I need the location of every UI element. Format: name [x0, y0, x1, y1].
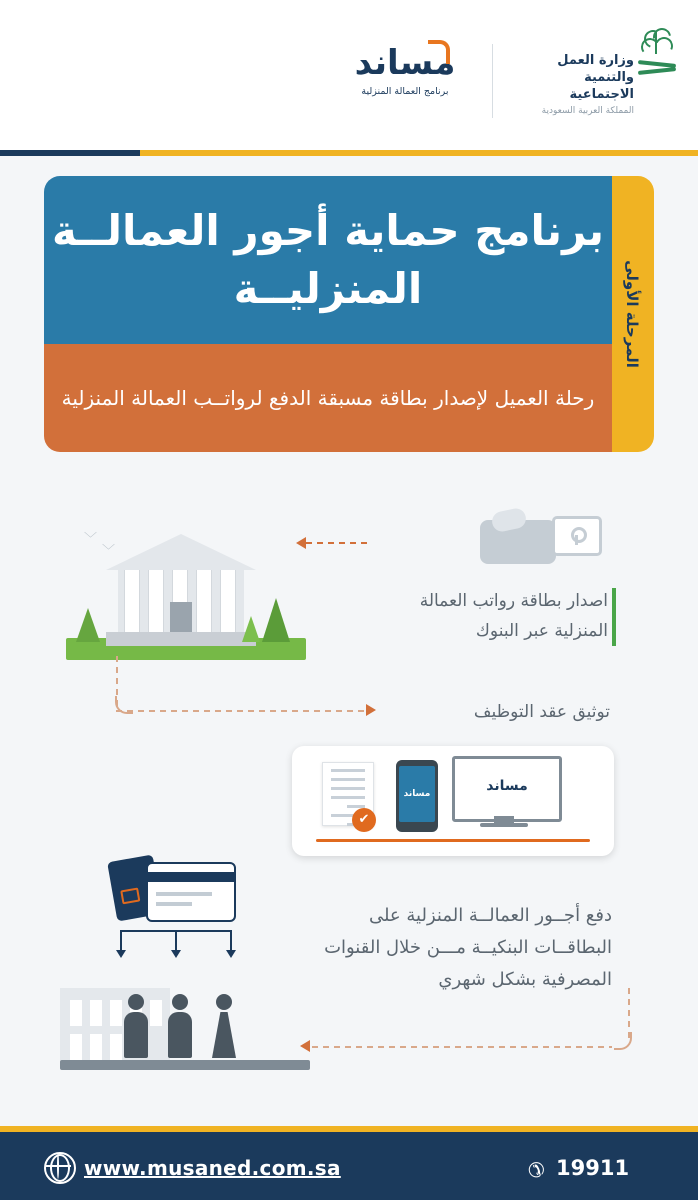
step1-accent-bar [612, 588, 616, 646]
step1-label: اصدار بطاقة رواتب العمالة المنزلية عبر البنوك [419, 591, 608, 641]
worker-figure [210, 994, 238, 1060]
ministry-logo-text [516, 52, 634, 116]
page-title [44, 176, 612, 344]
tree-icon [242, 616, 260, 642]
ministry-line-1: وزارة العمل [557, 53, 634, 68]
bank-building-icon [66, 510, 306, 660]
workers-group-icon [60, 960, 310, 1080]
musaned-wordmark: مساند [354, 43, 456, 83]
tree-icon [76, 608, 100, 642]
step2-label: توثيق عقد التوظيف [473, 702, 610, 722]
saudi-emblem-icon [636, 30, 676, 84]
musaned-tagline: برنامج العمالة المنزلية [361, 86, 449, 97]
mobile-phone-icon [396, 760, 438, 832]
phone-screen-label: مساند [399, 766, 435, 822]
ministry-line-2: والتنمية الاجتماعية [569, 70, 634, 102]
page-title-text: برنامج حماية أجور العمالــة المنزليــة [52, 206, 604, 313]
tree-icon [262, 598, 290, 642]
check-circle-icon: ✔ [352, 808, 376, 832]
bird-icon: ﹀ [84, 532, 98, 547]
musaned-hook-icon [428, 40, 450, 64]
ministry-line-3: المملكة العربية السعودية [541, 106, 634, 116]
phone-number[interactable]: 19911 [556, 1156, 630, 1180]
desktop-monitor-icon [452, 756, 556, 828]
phone-icon: ✆ [528, 1158, 545, 1182]
swords-icon [636, 56, 676, 78]
header-accent-bar [0, 150, 698, 156]
connector-step2-step3 [300, 988, 630, 1064]
page-subtitle [44, 344, 612, 452]
diagram-body [0, 460, 698, 1140]
bird-icon: ﹀ [102, 544, 116, 559]
globe-icon [44, 1152, 76, 1184]
page-subtitle-text: رحلة العميل لإصدار بطاقة مسبقة الدفع لرواتــب العمالة المنزلية [61, 386, 595, 410]
page-header [0, 0, 698, 156]
arrow-step1 [296, 542, 370, 544]
header-divider [492, 44, 493, 118]
bank-cards-icon [112, 852, 252, 942]
phase-tab-label: المرحلة الأولى [623, 260, 641, 368]
worker-figure [122, 994, 150, 1060]
building-icon [60, 988, 170, 1062]
page-footer [0, 1132, 698, 1200]
hand-holding-card-icon [480, 502, 600, 582]
website-link[interactable]: www.musaned.com.sa [84, 1156, 341, 1180]
monitor-screen-label: مساند [452, 756, 562, 822]
phase-tab [610, 176, 654, 452]
connector-step1-step2 [116, 656, 384, 732]
worker-figure [166, 994, 194, 1060]
step2-panel [292, 746, 614, 856]
step3-label: دفع أجــور العمالــة المنزلية على البطاقــات البنكيــة مـــن خلال القنوات المصرفية بشكل شهري [324, 905, 612, 990]
